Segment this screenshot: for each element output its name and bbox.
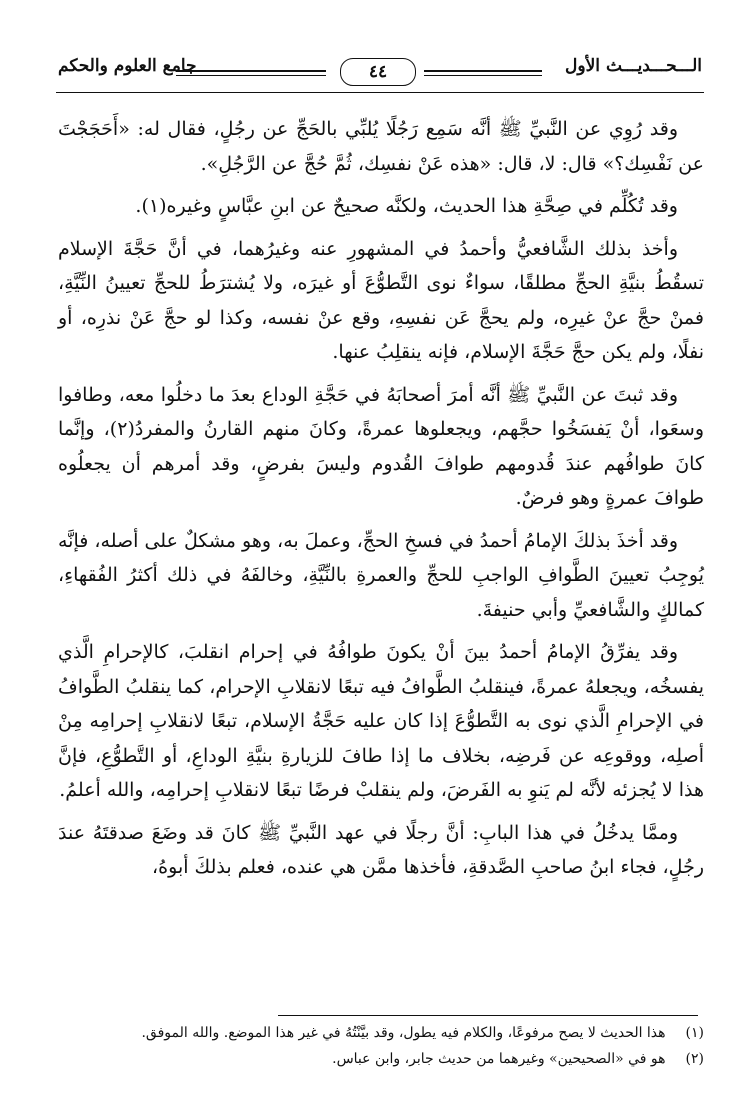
paragraph-2: وقد تُكُلِّم في صِحَّةِ هذا الحديث، ولكنَّه صحيحٌ عن ابنِ عبَّاسٍ وغيره(١). bbox=[135, 195, 678, 217]
footnote-separator bbox=[278, 1015, 698, 1016]
footnote-text: هو في «الصحيحين» وغيرهما من حديث جابر، وابن عباس. bbox=[332, 1051, 666, 1067]
footnote-2 bbox=[58, 1046, 704, 1072]
book-title: جامع العلوم والحكم bbox=[58, 56, 197, 76]
chapter-title: الـــحـــديـــث الأول bbox=[565, 56, 702, 76]
footnote-number: (١) bbox=[685, 1025, 704, 1041]
running-header bbox=[56, 56, 704, 92]
page-number: ٤٤ bbox=[340, 58, 416, 86]
footnote-text: هذا الحديث لا يصح مرفوعًا، والكلام فيه يطول، وقد بيَّنْتُهُ في غير هذا الموضع. والله الموفق. bbox=[141, 1025, 666, 1041]
paragraph-1: وقد رُوِي عن النَّبيِّ ﷺ أنَّه سَمِع رَجُلًا يُلبِّي بالحَجِّ عن رجُلٍ، فقال له: «أَحَجَجْتَ عن نَفْسِك؟» قال: لا، قال: «هذه عَنْ نفسِك، ثُمَّ حُجَّ عن الرَّجُلِ». bbox=[58, 118, 704, 175]
header-rule-right bbox=[424, 70, 542, 76]
main-text bbox=[58, 112, 704, 885]
header-divider bbox=[56, 92, 704, 93]
paragraph-7: وممَّا يدخُلُ في هذا البابِ: أنَّ رجلًا في عهد النَّبيِّ ﷺ كانَ قد وضَعَ صدقتَهُ عندَ رجُلٍ، فجاء ابنُ صاحبِ الصَّدقةِ، فأخذها ممَّن هي عنده، فعلم بذلكَ أبوهُ، bbox=[58, 821, 704, 878]
paragraph-4: وقد ثبتَ عن النَّبيِّ ﷺ أنَّه أمرَ أصحابَهُ في حَجَّةِ الوداع بعدَ ما دخلُوا معه، وطافوا وسعَوا، أنْ يَفسَخُوا حجَّهم، ويجعلوها عمرةً، وكانَ منهم القارنُ والمفردُ(٢)، وإنَّما كانَ طوافُهم عندَ قُدومهم طوافَ القُدوم وليسَ بفرضٍ، وقد أمرهم أن يجعلُوه طوافَ عمرةٍ وهو فرضٌ. bbox=[58, 383, 704, 509]
paragraph-5: وقد أخذَ بذلكَ الإمامُ أحمدُ في فسخِ الحجِّ، وعملَ به، وهو مشكلٌ على أصله، فإنَّه يُوجِبُ تعيينَ الطَّوافِ الواجبِ للحجِّ والعمرةِ بالنِّيَّةِ، وخالفَهُ في ذلك أكثرُ الفُقهاءِ، كمالكٍ والشَّافعيِّ وأبي حنيفةَ. bbox=[58, 529, 704, 621]
header-rule-left bbox=[176, 70, 326, 76]
paragraph-6: وقد يفرِّقُ الإمامُ أحمدُ بينَ أنْ يكونَ طوافُهُ في إحرام انقلبَ، كالإحرامِ الَّذي يفسخُه، ويجعلهُ عمرةً، فينقلبُ الطَّوافُ فيه تبعًا لانقلابِ الإحرام، كما ينقلبُ الطَّوافُ في الإحرامِ الَّذي نوى به التَّطوُّعَ إذا كان عليه حَجَّةُ الإسلام، تبعًا لانقلابِ إحرامِه مِنْ أصلِه، ووقوعِه عن فَرضِه، بخلاف ما إذا طافَ للزيارةِ بنيَّةِ الوداعِ، أو التَّطوُّعِ، فإنَّ هذا لا يُجزئه لأنَّه لم يَنوِ به الفَرضَ، ولم ينقلبْ فرضًا تبعًا لانقلابِ إحرامِه، والله أعلمُ. bbox=[58, 641, 704, 801]
footnote-1 bbox=[58, 1020, 704, 1046]
paragraph-3: وأخذ بذلك الشَّافعيُّ وأحمدُ في المشهورِ عنه وغيرُهما، في أنَّ حَجَّةَ الإسلام تسقُطُ بنيَّةِ الحجِّ مطلقًا، سواءٌ نوى التَّطوُّعَ أو غيرَه، ولا يُشترَطُ للحجِّ تعيينُ النِّيَّةِ، فمنْ حجَّ عنْ غيرِه، ولم يحجَّ عَن نفسِهِ، وقع عنْ نفسه، وكذا لو حجَّ عَنْ نذرِه، أو نفلًا، ولم يكن حجَّ حَجَّةَ الإسلام، فإنه ينقلِبُ عنها. bbox=[58, 237, 704, 363]
footnotes bbox=[58, 1020, 704, 1072]
footnote-number: (٢) bbox=[685, 1051, 704, 1067]
